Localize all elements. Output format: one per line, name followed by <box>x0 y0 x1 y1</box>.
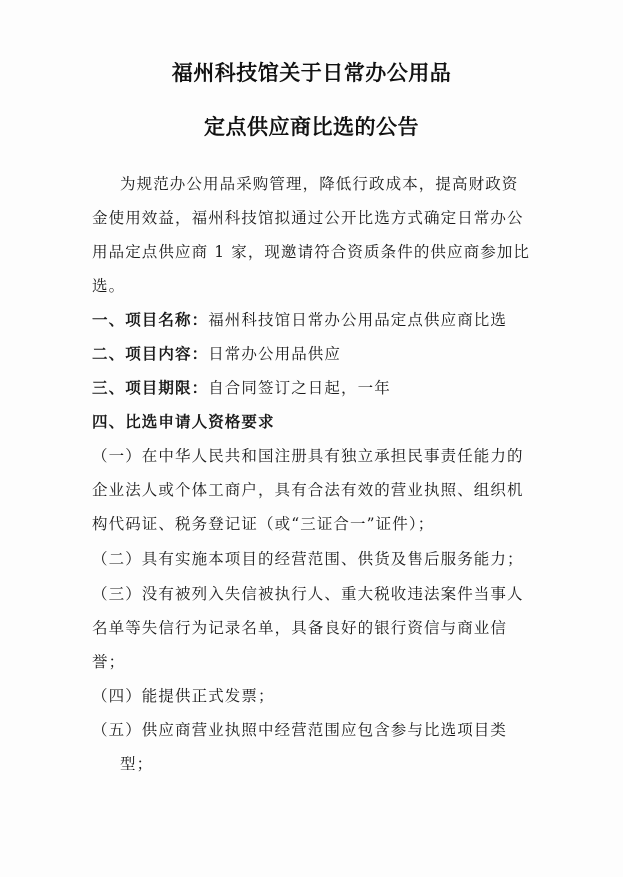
requirement-line: 名单等失信行为记录名单，具备良好的银行资信与商业信 <box>92 619 508 637</box>
requirement-line: 构代码证、税务登记证（或“三证合一”证件）； <box>92 515 435 533</box>
requirement-line: （四）能提供正式发票； <box>92 687 275 705</box>
section-project-term <box>92 376 391 398</box>
section-project-name <box>92 308 507 330</box>
requirement-line: （一）在中华人民共和国注册具有独立承担民事责任能力的 <box>92 447 524 465</box>
intro-line: 用品定点供应商 1 家，现邀请符合资质条件的供应商参加比 <box>92 243 531 261</box>
section-heading: 三、项目期限： <box>92 379 209 397</box>
requirement-line: （五）供应商营业执照中经营范围应包含参与比选项目类 <box>92 721 508 739</box>
requirement-line: 型； <box>120 755 154 773</box>
requirement-line: 誉； <box>92 653 126 671</box>
section-qualifications <box>92 410 275 432</box>
section-text: 自合同签订之日起，一年 <box>208 379 391 397</box>
document-title-line-1: 福州科技馆关于日常办公用品 <box>171 61 452 85</box>
document-title-line-2: 定点供应商比选的公告 <box>204 115 419 139</box>
section-text: 福州科技馆日常办公用品定点供应商比选 <box>208 311 508 329</box>
section-heading: 二、项目内容： <box>92 345 209 363</box>
intro-line: 选。 <box>92 277 126 295</box>
requirement-line: （三）没有被列入失信被执行人、重大税收违法案件当事人 <box>92 585 524 603</box>
section-text: 日常办公用品供应 <box>208 345 342 363</box>
section-heading: 四、比选申请人资格要求 <box>92 413 275 431</box>
section-project-content <box>92 342 341 364</box>
requirement-line: （二）具有实施本项目的经营范围、供货及售后服务能力； <box>92 550 524 568</box>
requirement-line: 企业法人或个体工商户，具有合法有效的营业执照、组织机 <box>92 481 524 499</box>
section-heading: 一、项目名称： <box>92 311 209 329</box>
intro-line: 金使用效益，福州科技馆拟通过公开比选方式确定日常办公 <box>92 209 524 227</box>
intro-line: 为规范办公用品采购管理，降低行政成本，提高财政资 <box>120 175 519 193</box>
